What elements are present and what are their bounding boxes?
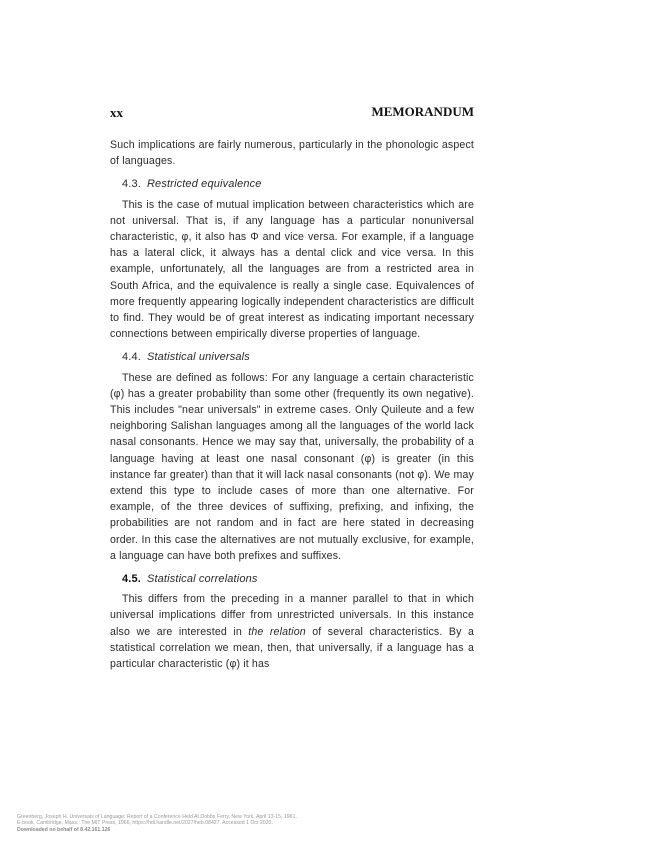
body-text bbox=[110, 137, 474, 672]
section-title: Statistical universals bbox=[146, 351, 250, 364]
section-paragraph bbox=[110, 591, 474, 672]
section-number: 4.3. bbox=[122, 178, 141, 191]
footer-line: E-book, Cambridge, Mass.: The MIT Press, 1966, https://hdl.handle.net/2027/heb.08427. Accessed 1 Oct 2020. bbox=[17, 820, 273, 827]
emphasis-text: the relation bbox=[248, 625, 306, 638]
section-paragraph: These are defined as follows: For any language a certain characteristic (φ) has a greater probability than some other (frequently its own negative). This includes "near universals" in extreme cases. Only Quileute and a few neighboring Salishan languages among all the languages of the world lack nasal consonants. Hence we may say that, universally, the probability of a language having at least one nasal consonant (φ) is greater (in this instance far greater) than that it will lack nasal consonants (not φ). We may extend this type to include cases of more than one alternative. For example, of the three devices of suffixing, prefixing, and infixing, the probabilities are not random and in fact are here stated in decreasing order. In this case the alternatives are not mutually exclusive, for example, a language can have both prefixes and suffixes. bbox=[110, 371, 474, 562]
section-paragraph: This is the case of mutual implication between characteristics which are not universal. That is, if any language has a particular nonuniversal characteristic, φ, it also has Φ and vice versa. For example, if a language has a lateral click, it always has a dental click and vice versa. In this example, unfortunately, all the languages are from a restricted area in South Africa, and the equivalence is really a single case. Equivalences of more frequently appearing logically independent characteristics are difficult to find. They would be of great interest as indicating important necessary connections between empirically diverse properties of language. bbox=[110, 198, 474, 341]
intro-paragraph: Such implications are fairly numerous, particularly in the phonologic aspect of languages. bbox=[110, 139, 474, 168]
section-title: Statistical correlations bbox=[146, 573, 258, 586]
running-title: MEMORANDUM bbox=[371, 104, 474, 119]
section-title: Restricted equivalence bbox=[146, 178, 262, 191]
footer-line: Greenberg, Joseph H. Universals of Language: Report of a Conference Held At Dobbs Ferry, New York, April 13-15, 1961. bbox=[17, 814, 297, 820]
section-heading-4-4 bbox=[122, 349, 474, 365]
section-heading-4-3 bbox=[122, 176, 474, 192]
page-number: xx bbox=[110, 105, 123, 120]
section-number: 4.5. bbox=[122, 573, 141, 586]
footer-line: Downloaded on behalf of 8.42.161.126 bbox=[17, 826, 111, 833]
paragraph-text: This differs from the preceding in a manner parallel to that in which universal implications differ from unrestricted universals. In this instance also we are interested in bbox=[110, 593, 474, 638]
paragraph-text: of several characteristics. By a statistical correlation we mean, then, that universally, if a language has a particular characteristic (φ) it has bbox=[110, 625, 474, 671]
section-number: 4.4. bbox=[122, 351, 141, 364]
section-heading-4-5 bbox=[122, 571, 474, 587]
citation-footer bbox=[17, 814, 397, 833]
